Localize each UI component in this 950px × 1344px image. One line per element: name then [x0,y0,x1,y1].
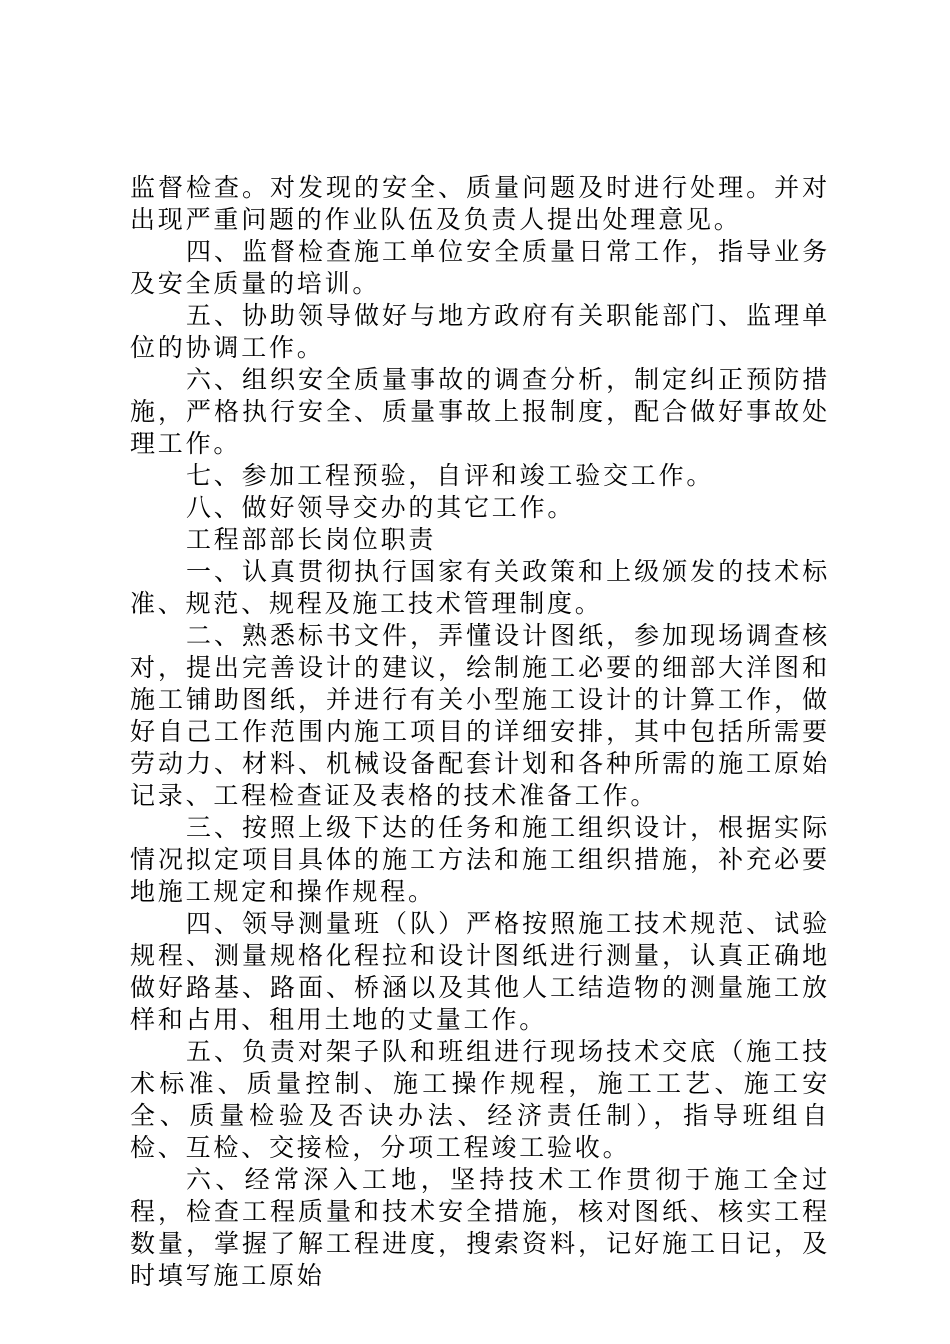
section-heading: 工程部部长岗位职责 [186,525,437,554]
paragraph: 七、参加工程预验，自评和竣工验交工作。 [186,461,715,490]
paragraph: 五、协助领导做好与地方政府有关职能部门、监理单位的协调工作。 [130,301,830,362]
paragraph: 三、按照上级下达的任务和施工组织设计，根据实际情况拟定项目具体的施工方法和施工组织措施，补充必要地施工规定和操作规程。 [130,813,830,906]
document-body [130,172,830,1292]
paragraph: 监督检查。对发现的安全、质量问题及时进行处理。并对出现严重问题的作业队伍及负责人提出处理意见。 [130,173,830,234]
paragraph: 八、做好领导交办的其它工作。 [186,493,576,522]
paragraph: 六、组织安全质量事故的调查分析，制定纠正预防措施，严格执行安全、质量事故上报制度，配合做好事故处理工作。 [130,365,830,458]
paragraph: 四、领导测量班（队）严格按照施工技术规范、试验规程、测量规格化程拉和设计图纸进行测量，认真正确地做好路基、路面、桥涵以及其他人工结造物的测量施工放样和占用、租用土地的丈量工作。 [130,909,830,1034]
paragraph: 一、认真贯彻执行国家有关政策和上级颁发的技术标准、规范、规程及施工技术管理制度。 [130,557,830,618]
paragraph: 五、负责对架子队和班组进行现场技术交底（施工技术标准、质量控制、施工操作规程，施工工艺、施工安全、质量检验及否诀办法、经济责任制），指导班组自检、互检、交接检，分项工程竣工验收。 [130,1037,830,1162]
paragraph: 六、经常深入工地，坚持技术工作贯彻于施工全过程，检查工程质量和技术安全措施，核对图纸、核实工程数量，掌握了解工程进度，搜索资料，记好施工日记，及时填写施工原始 [130,1165,830,1290]
paragraph: 二、熟悉标书文件，弄懂设计图纸，参加现场调查核对，提出完善设计的建议，绘制施工必要的细部大洋图和施工铺助图纸，并进行有关小型施工设计的计算工作，做好自己工作范围内施工项目的详细安排，其中包括所需要劳动力、材料、机械设备配套计划和各种所需的施工原始记录、工程检查证及表格的技术准备工作。 [130,621,830,810]
paragraph: 四、监督检查施工单位安全质量日常工作，指导业务及安全质量的培训。 [130,237,830,298]
